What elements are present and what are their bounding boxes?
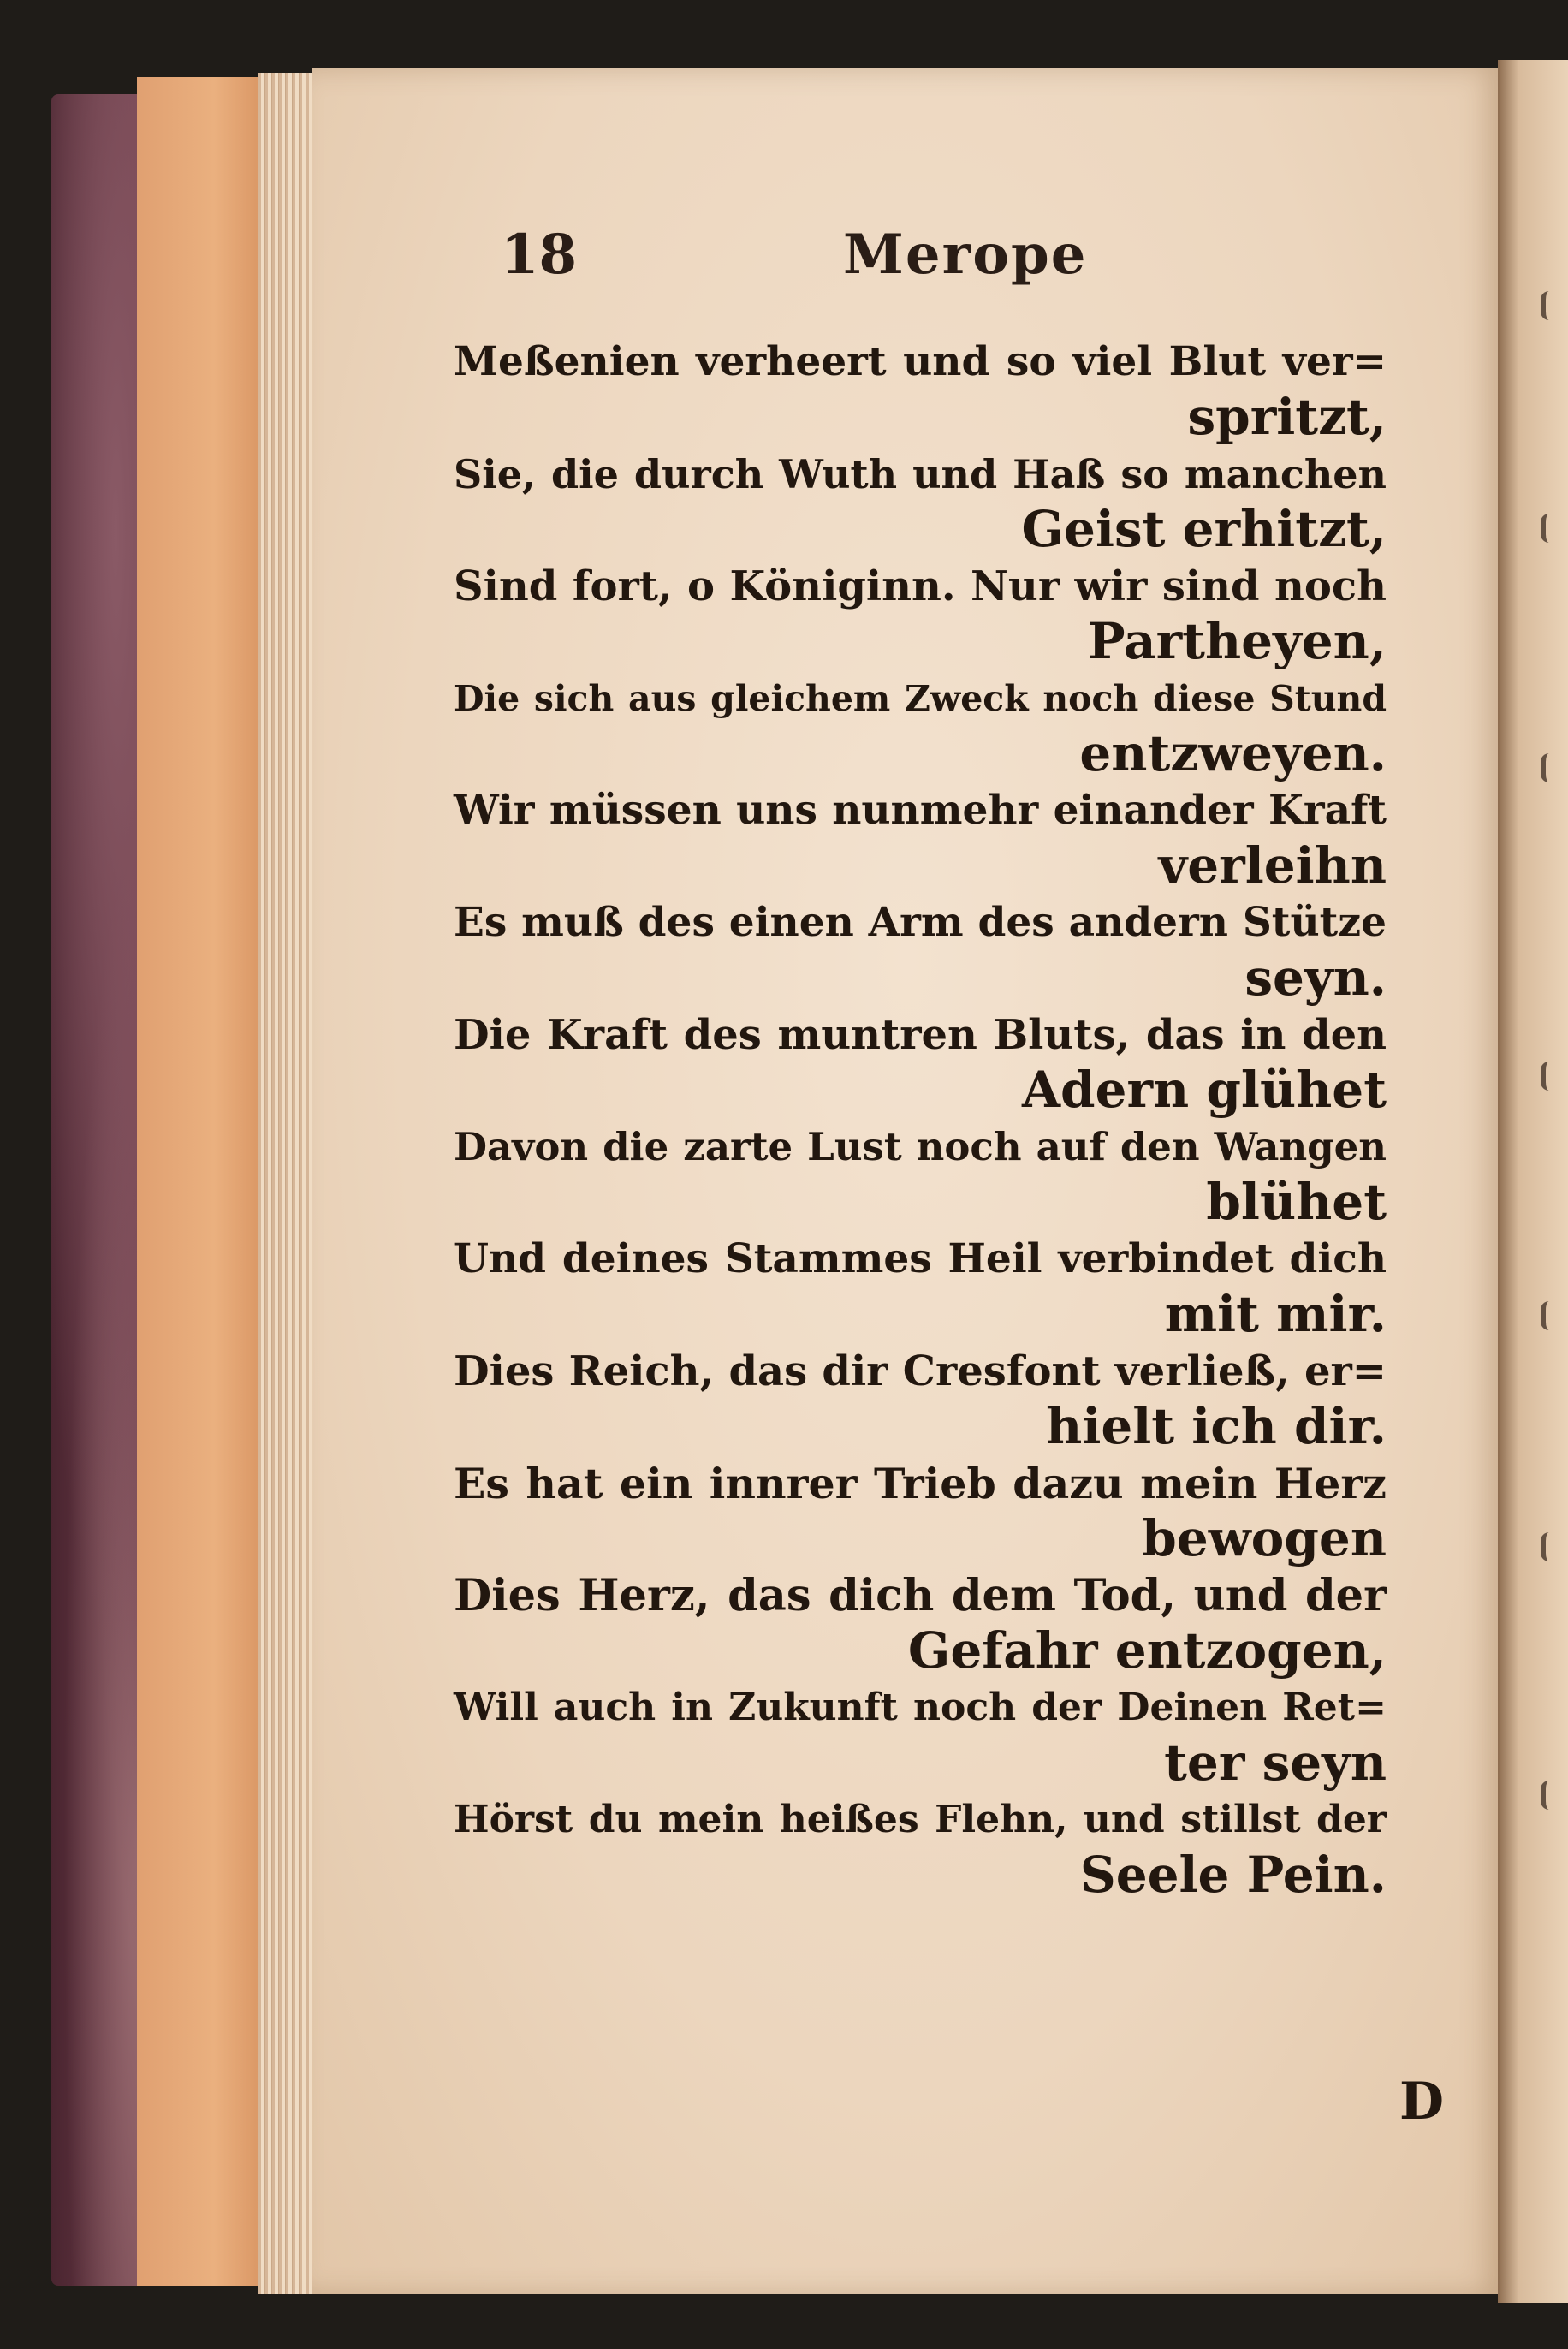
verse-line-continuation: blühet [1206,1173,1387,1231]
catchword: D [1399,2072,1445,2132]
facing-page-glyph [1541,514,1568,543]
verse-line-text: Sind fort, o Königinn. Nur wir sind noch [454,562,1387,610]
verse-line-text: Will auch in Zukunft noch der Deinen Ret= [454,1686,1387,1729]
verse-line-text: Die sich aus gleichem Zweck noch diese Stund [454,678,1387,719]
page-number: 18 [501,223,578,287]
verse-line [454,895,1387,1007]
facing-page-glyph [1541,753,1568,782]
verse-line-continuation: hielt ich dir. [1046,1397,1387,1455]
verse-line-continuation: spritzt, [1187,388,1387,446]
verse-line [454,558,1387,670]
facing-page-glyph [1541,1781,1568,1810]
verse-line-text: Es hat ein innrer Trieb dazu mein Herz [454,1459,1387,1508]
facing-page-edge [1498,60,1568,2303]
verse-line-text: Meßenien verheert und so viel Blut ver= [454,338,1387,385]
verse-line [454,1007,1387,1119]
verse-line-continuation: mit mir. [1164,1285,1387,1343]
verse-line [454,1119,1387,1231]
verse-line-continuation: ter seyn [1164,1734,1387,1792]
running-title: Merope [843,223,1088,287]
page-header [312,223,1502,300]
facing-page-glyph [1541,1532,1568,1561]
page-edges [258,73,318,2294]
verse-line [454,1343,1387,1455]
verse-line-text: Die Kraft des muntren Bluts, das in den [454,1011,1387,1059]
verse-line-continuation: bewogen [1142,1509,1387,1567]
verse-line-continuation: seyn. [1244,949,1387,1007]
verse-line [454,1231,1387,1343]
verse-line-continuation: Gefahr entzogen, [907,1621,1387,1680]
verse-line-continuation: Adern glühet [1022,1061,1387,1119]
verse-line [454,446,1387,558]
verse-block [454,334,1387,1904]
verse-line [454,334,1387,446]
verse-line-continuation: Partheyen, [1087,612,1387,670]
verse-line [454,1567,1387,1680]
verse-line [454,1680,1387,1792]
endpaper [137,77,265,2286]
verse-line-text: Hörst du mein heißes Flehn, und stillst der [454,1798,1387,1841]
verse-line-text: Sie, die durch Wuth und Haß so manchen [454,451,1387,497]
facing-page-glyph [1541,1301,1568,1330]
verse-line [454,670,1387,782]
verse-line-text: Davon die zarte Lust noch auf den Wangen [454,1124,1387,1169]
verse-line [454,1792,1387,1904]
verse-line-continuation: verleihn [1158,836,1387,895]
verse-line [454,782,1387,895]
verse-line-text: Es muß des einen Arm des andern Stütze [454,899,1387,946]
verse-line-text: Wir müssen uns nunmehr einander Kraft [454,787,1387,834]
verse-line [454,1455,1387,1567]
facing-page-glyph [1541,291,1568,320]
book-page [312,68,1502,2294]
verse-line-text: Und deines Stammes Heil verbindet dich [454,1235,1387,1282]
verse-line-continuation: entzweyen. [1079,724,1387,782]
verse-line-text: Dies Herz, das dich dem Tod, und der [454,1570,1387,1621]
facing-page-glyph [1541,1062,1568,1091]
verse-line-continuation: Seele Pein. [1079,1846,1387,1904]
verse-line-continuation: Geist erhitzt, [1021,500,1387,558]
verse-line-text: Dies Reich, das dir Cresfont verließ, er= [454,1347,1387,1395]
